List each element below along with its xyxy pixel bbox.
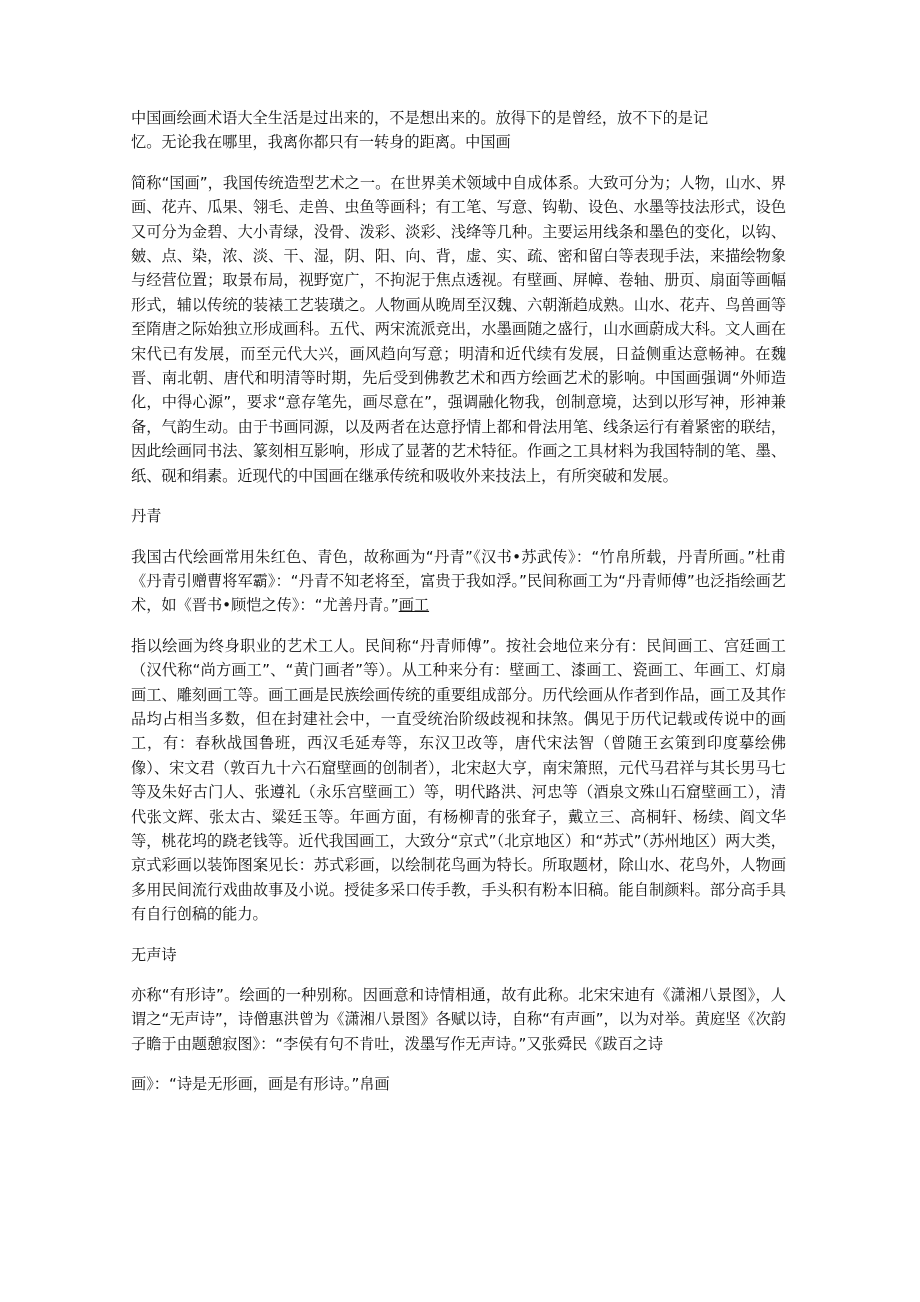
intro-paragraph — [131, 106, 786, 155]
danqing-text: 我国古代绘画常用朱红色、青色，故称画为“丹青”《汉书•苏武传》：“竹帛所载，丹青所画。”杜甫《丹青引赠曹将军霸》：“丹青不知老将至，富贵于我如浮。”民间称画工为“丹青师傅”也泛指绘画艺术，如《晋书•顾恺之传》：“尤善丹青。” — [131, 547, 786, 615]
danqing-heading: 丹青 — [131, 507, 162, 526]
guohua-definition-paragraph: 简称“国画”，我国传统造型艺术之一。在世界美术领域中自成体系。大致可分为；人物，山水、界画、花卉、瓜果、翎毛、走兽、虫鱼等画科；有工笔、写意、钩勒、设色、水墨等技法形式，设色又可分为金碧、大小青绿，没骨、泼彩、淡彩、浅绛等几种。主要运用线条和墨色的变化，以钩、皴、点、染，浓、淡、干、湿，阴、阳、向、背，虚、实、疏、密和留白等表现手法，来描绘物象与经营位置；取景布局，视野宽广，不拘泥于焦点透视。有壁画、屏幛、卷轴、册页、扇面等画幅形式，辅以传统的装裱工艺装璜之。人物画从晚周至汉魏、六朝渐趋成熟。山水、花卉、鸟兽画等至隋唐之际始独立形成画科。五代、两宋流派竞出，水墨画随之盛行，山水画蔚成大科。文人画在宋代已有发展，而至元代大兴，画风趋向写意；明清和近代续有发展，日益侧重达意畅神。在魏晋、南北朝、唐代和明清等时期，先后受到佛教艺术和西方绘画艺术的影响。中国画强调“外师造化，中得心源”，要求“意存笔先，画尽意在”，强调融化物我，创制意境，达到以形写神，形神兼备，气韵生动。由于书画同源，以及两者在达意抒情上都和骨法用笔、线条运行有着紧密的联结，因此绘画同书法、篆刻相互影响，形成了显著的艺术特征。作画之工具材料为我国特制的笔、墨、纸、砚和绢素。近现代的中国画在继承传统和吸收外来技法上，有所突破和发展。 — [131, 173, 786, 485]
danqing-paragraph — [131, 545, 786, 618]
intro-line-2: 忆。无论我在哪里，我离你都只有一转身的距离。中国画 — [131, 133, 511, 152]
document-page — [131, 106, 786, 1097]
wushengshi-heading: 无声诗 — [131, 945, 177, 964]
huagong-paragraph: 指以绘画为终身职业的艺术工人。民间称“丹青师傅”。按社会地位来分有：民间画工、宫廷画工（汉代称“尚方画工”、“黄门画者”等）。从工种来分有：壁画工、漆画工、瓷画工、年画工、灯扇画工、雕刻画工等。画工画是民族绘画传统的重要组成部分。历代绘画从作者到作品，画工及其作品均占相当多数，但在封建社会中，一直受统治阶级歧视和抹煞。偶见于历代记载或传说中的画工，有：春秋战国鲁班，西汉毛延寿等，东汉卫改等，唐代宋法智（曾随王玄策到印度摹绘佛像）、宋文君（敦百九十六石窟壁画的创制者），北宋赵大亨，南宋箫照，元代马君祥与其长男马七等及朱好古门人、张遵礼（永乐宫壁画工）等，明代路洪、河忠等（酒泉文殊山石窟壁画工），清代张文辉、张太古、粱廷玉等。年画方面，有杨柳青的张耷子，戴立三、高桐轩、杨续、阎文华等，桃花坞的跷老钱等。近代我国画工，大致分“京式”（北京地区）和“苏式”（苏州地区）两大类，京式彩画以装饰图案见长：苏式彩画，以绘制花鸟画为特长。所取题材，除山水、花鸟外，人物画多用民间流行戏曲故事及小说。授徒多采口传手教，手头积有粉本旧稿。能自制颜料。部分高手具有自行创稿的能力。 — [131, 636, 786, 924]
wushengshi-tail-paragraph: 画》：“诗是无形画，画是有形诗。”帛画 — [131, 1075, 390, 1094]
huagong-link[interactable]: 画工 — [398, 596, 430, 615]
wushengshi-paragraph: 亦称“有形诗”。绘画的一种别称。因画意和诗情相通，故有此称。北宋宋迪有《潇湘八景图》，人谓之“无声诗”，诗僧惠洪曾为《潇湘八景图》各赋以诗，自称“有声画”，以为对举。黄庭坚《次韵子瞻于由题憩寂图》：“李侯有句不肯吐，泼墨写作无声诗。”又张舜民《跋百之诗 — [131, 986, 786, 1053]
intro-line-1: 中国画绘画术语大全生活是过出来的，不是想出来的。放得下的是曾经，放不下的是记 — [131, 109, 709, 127]
